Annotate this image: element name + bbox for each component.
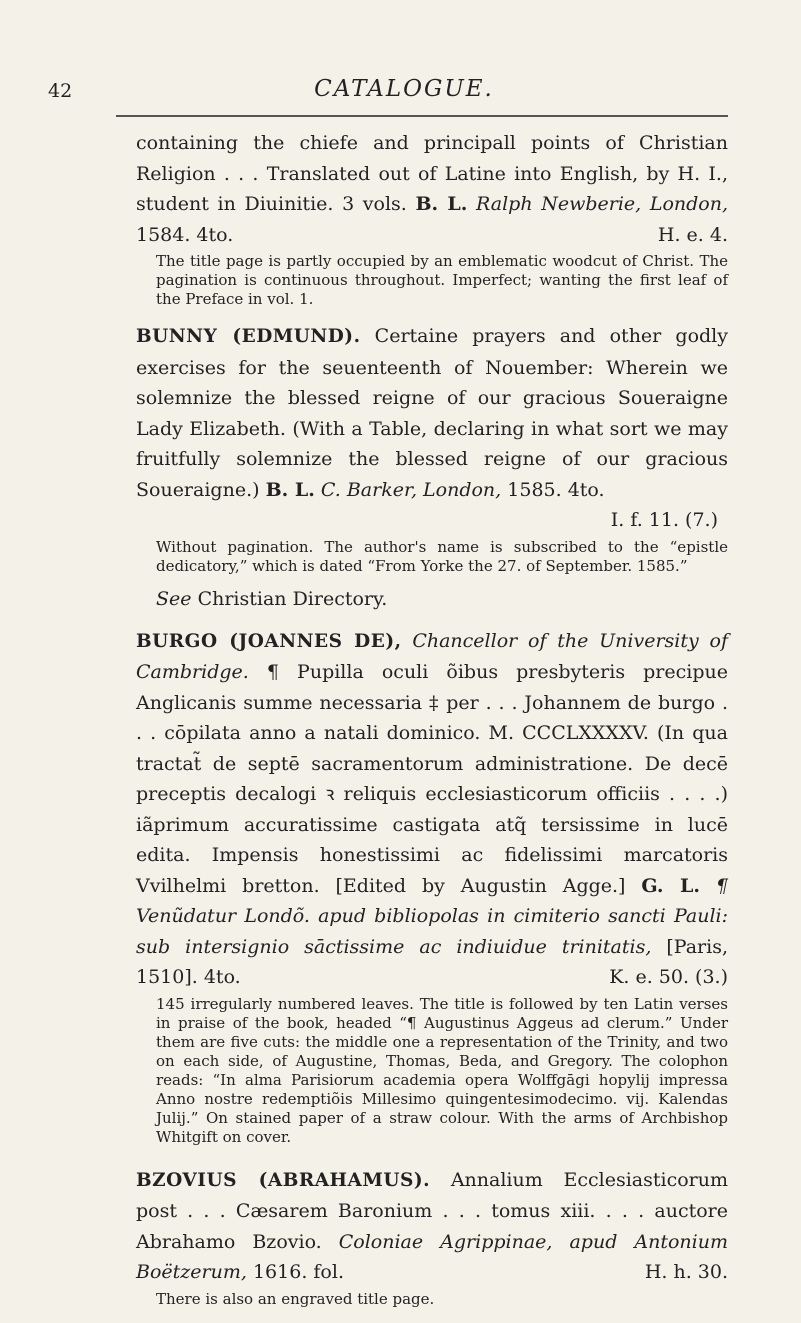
shelfmark: I. f. 11. (7.) <box>610 509 718 531</box>
entry-heading: BUNNY (EDMUND). <box>136 326 361 347</box>
entry-note: There is also an engraved title page. <box>156 1289 435 1308</box>
entry-heading-qualifier: Chancellor of the University of Cambridge. <box>136 629 729 683</box>
entry-text <box>136 128 728 250</box>
gothic-letter-mark: G. L. <box>641 874 700 897</box>
page-number: 42 <box>48 80 73 102</box>
see-word: See <box>156 587 192 610</box>
shelfmark: K. e. 50. (3.) <box>609 966 728 988</box>
entry-heading: BZOVIUS (ABRAHAMUS). <box>136 1169 431 1191</box>
entry-heading: BURGO (JOANNES DE), <box>136 630 402 652</box>
running-title: CATALOGUE. <box>314 76 494 102</box>
see-target: Christian Directory. <box>197 587 388 610</box>
entry-burgo <box>136 626 728 1147</box>
imprint-date-format: 1616. fol. <box>252 1261 344 1283</box>
entry-text <box>136 1165 728 1288</box>
entry-note: The title page is partly occupied by an emblematic woodcut of Christ. The pagination is continuous throughout. Imperfect; wanting the first leaf of the Preface in vol. 1. <box>156 252 728 308</box>
imprint-date-format: 1585. 4to. <box>507 478 605 501</box>
header-rule <box>116 115 728 117</box>
shelfmark: H. e. 4. <box>657 223 728 246</box>
catalogue-content <box>136 128 728 1309</box>
entry-note: 145 irregularly numbered leaves. The title is followed by ten Latin verses in praise of the book, headed “¶ Augustinus Aggeus ad clerum.” Under them are five cuts: the middle one a representation of the Trinity, and two on each side, of Augustine, Thomas, Beda, and Gregory. The colophon reads: “In alma Parisiorum academia opera Wolffgāgi hopylij impressa Anno nostre redemptiõis Millesimo quingentesimodecimo. vij. Kalendas Julij.” On stained paper of a straw colour. With the arms of Archbishop Whitgift on cover. <box>156 994 728 1146</box>
running-head <box>48 70 760 110</box>
entry-bzovius <box>136 1165 728 1309</box>
imprint-printer: Coloniae Agrippinae, apud Antonium Boëtzerum, <box>136 1230 728 1283</box>
imprint-colophon: ¶ Venũdatur Londõ. apud bibliopolas in cimiterio sancti Pauli: sub intersignio sāctissime ac indiuidue trinitatis, <box>136 874 728 958</box>
imprint-date-format: [Paris, 1510]. 4to. <box>136 935 728 988</box>
cross-reference <box>156 584 728 614</box>
black-letter-mark: B. L. <box>415 193 468 215</box>
entry-bunny <box>136 321 728 614</box>
entry-text <box>136 321 728 536</box>
imprint-printer: C. Barker, London, <box>320 478 502 501</box>
shelfmark: H. h. 30. <box>644 1261 728 1283</box>
entry-title-text: ¶ Pupilla oculi õibus presbyteris precipue Anglicanis summe necessaria ‡ per . . . Johannem de burgo . . . cōpilata anno a natali dominico. M. CCCLXXXXV. (In qua tractat̃ de septē sacramentorum administratione. De decē preceptis decalogi ꝛ reliquis ecclesiasticorum officiis . . . .) iãprimum accuratissime castigata atq̃ tersissime in lucē edita. Impensis honestissimi ac fidelissimi marcatoris Vvilhelmi bretton. [Edited by Augustin Agge.] <box>136 661 728 897</box>
entry-title-text: Certaine prayers and other godly exercises for the seuenteenth of Nouember: Wherein we solemnize the blessed reigne of our gracious Soueraigne Lady Elizabeth. (With a Table, declaring in what sort we may fruitfully solemnize the blessed reigne of our gracious Soueraigne.) <box>136 325 728 501</box>
entry-note: Without pagination. The author's name is subscribed to the “epistle dedicatory,” which is dated “From Yorke the 27. of September. 1585.” <box>156 537 728 575</box>
entry-title-text: Annalium Ecclesiasticorum post . . . Cæsarem Baronium . . . tomus xiii. . . . auctore Abrahamo Bzovio. <box>136 1168 728 1253</box>
entry-title-text: containing the chiefe and principall points of Christian Religion . . . Translated out of Latine into English, by H. I., student in Diuinitie. 3 vols. <box>136 132 728 215</box>
entry-continuation <box>136 128 728 309</box>
entry-text <box>136 626 728 993</box>
imprint-date-format: 1584. 4to. <box>136 223 234 246</box>
black-letter-mark: B. L. <box>265 478 315 501</box>
imprint-printer: Ralph Newberie, London, <box>476 193 729 215</box>
